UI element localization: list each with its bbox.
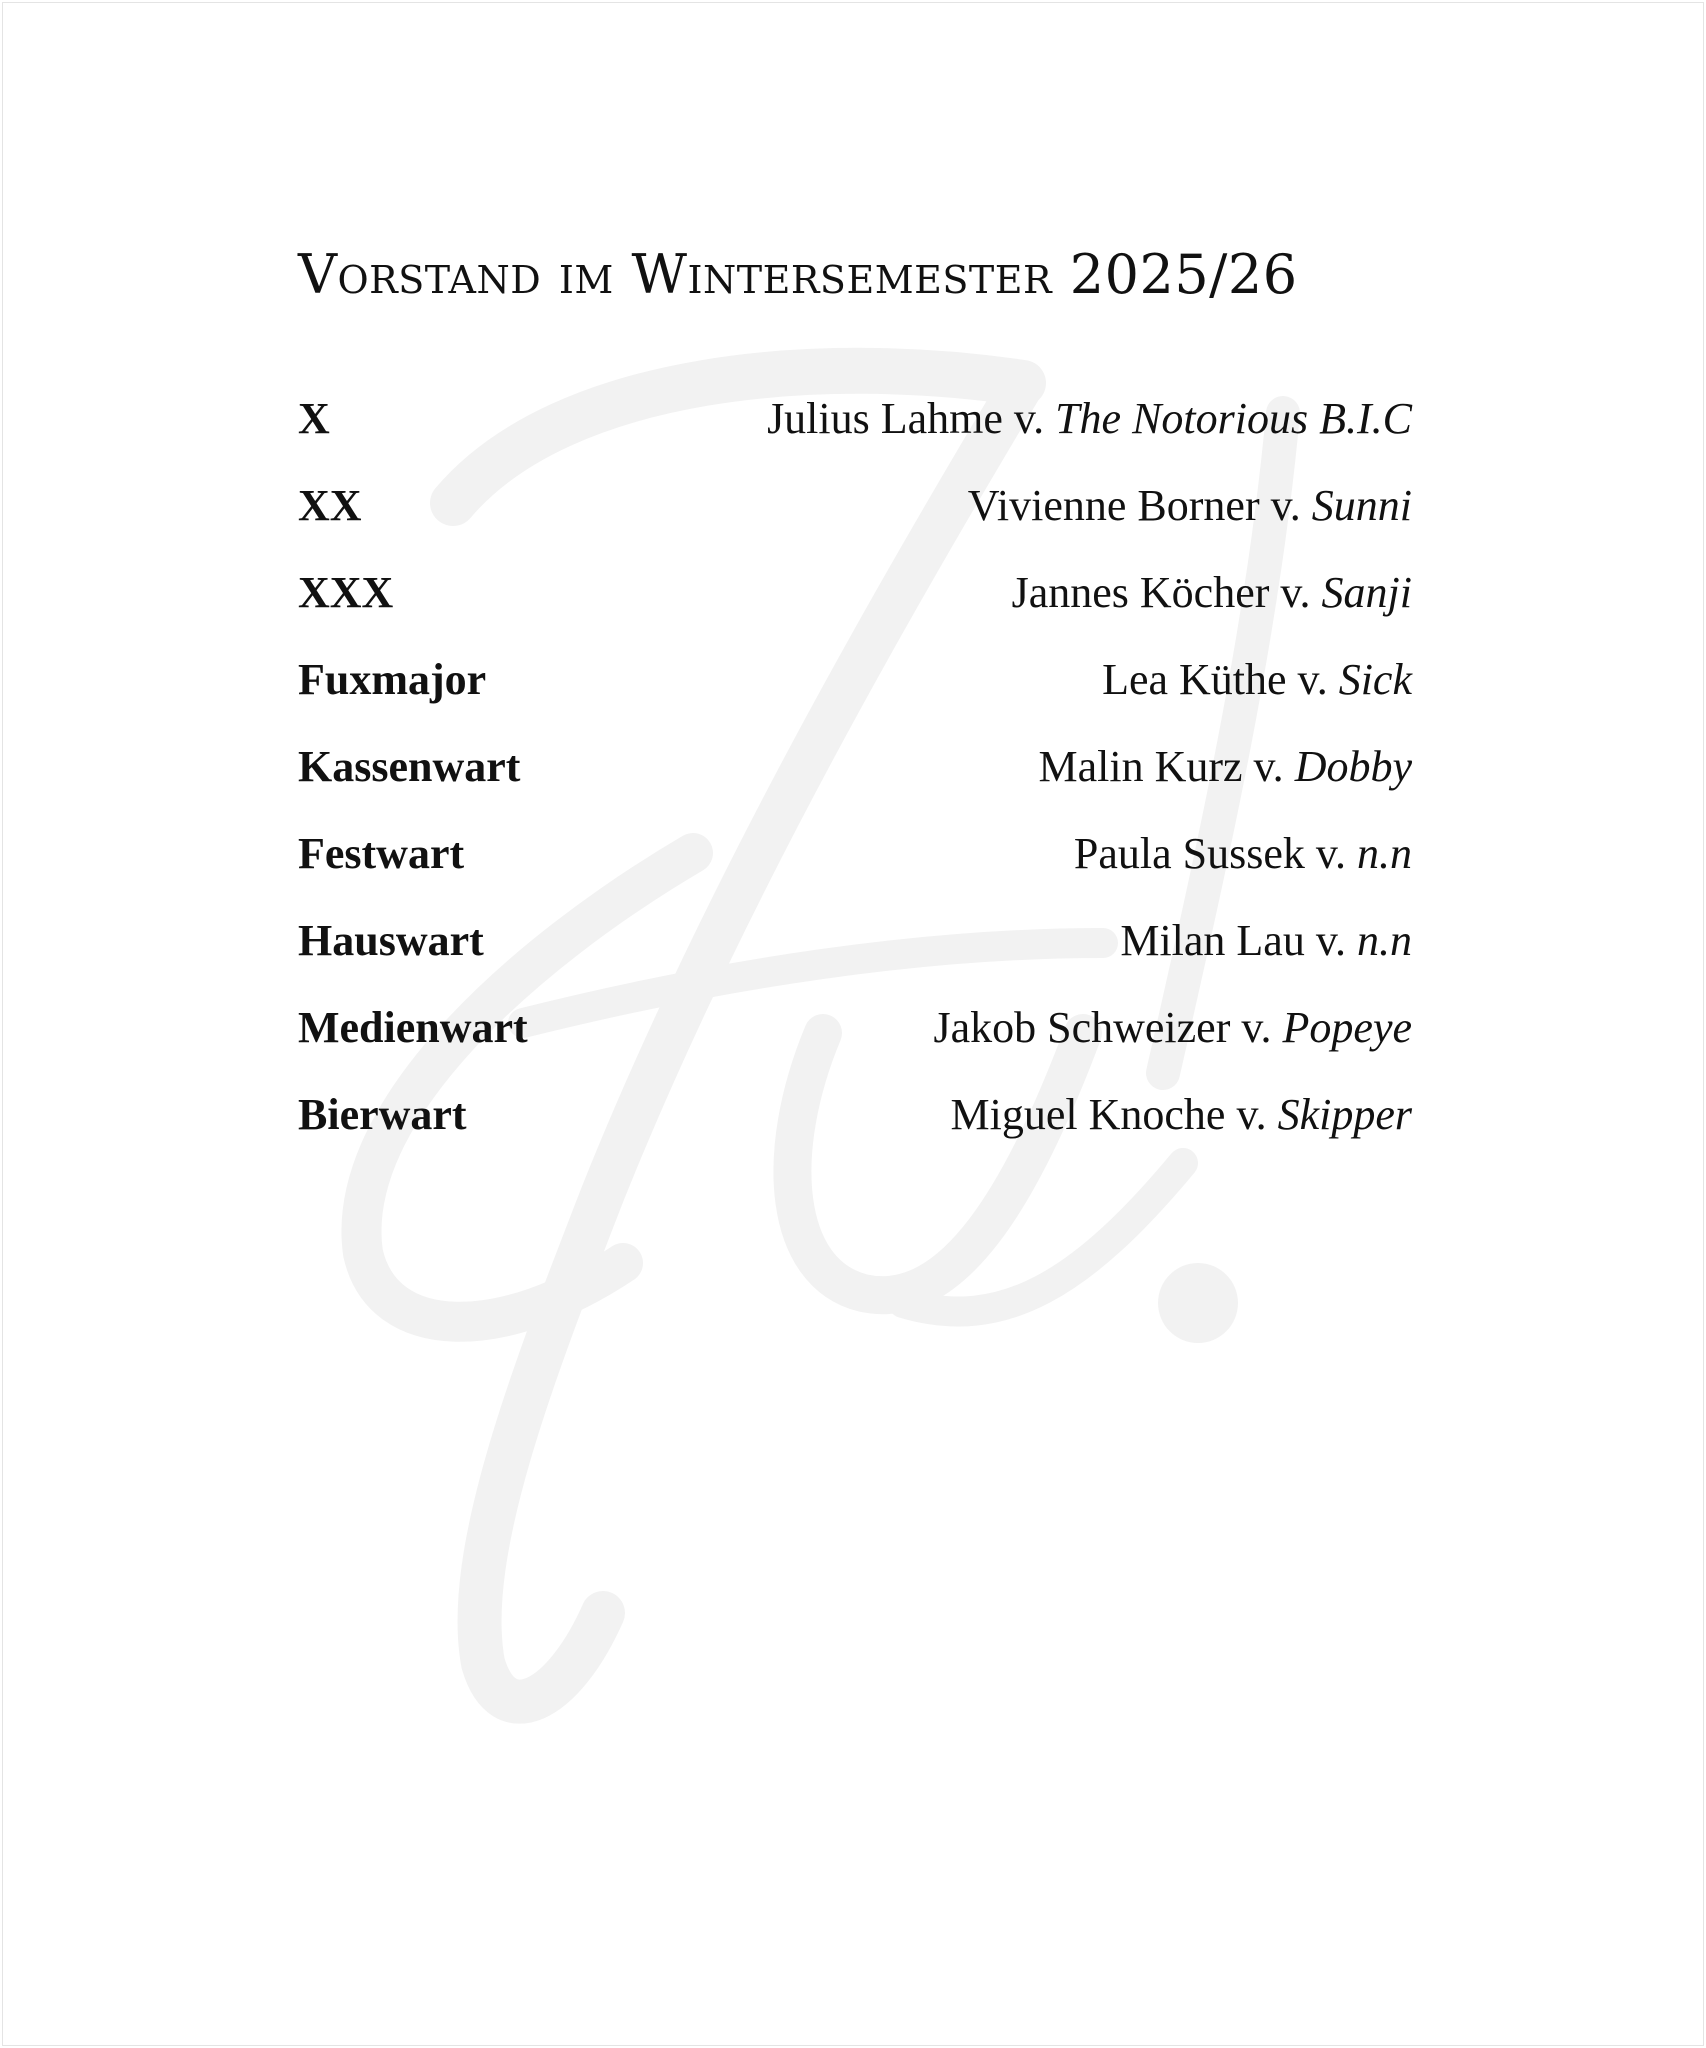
cerevis-name: Popeye <box>1282 1003 1412 1052</box>
member-name: Miguel Knoche v. Skipper <box>950 1090 1412 1139</box>
board-row <box>298 915 1412 1002</box>
office-label: Fuxmajor <box>298 655 487 704</box>
board-row <box>298 567 1412 654</box>
member-name: Milan Lau v. n.n <box>1120 916 1412 965</box>
office-label: Bierwart <box>298 1090 467 1139</box>
board-list <box>298 393 1412 1176</box>
cerevis-name: Sunni <box>1311 481 1412 530</box>
member-name: Malin Kurz v. Dobby <box>1038 742 1412 791</box>
cerevis-name: The Notorious B.I.C <box>1055 394 1412 443</box>
board-row <box>298 393 1412 480</box>
cerevis-name: Dobby <box>1294 742 1412 791</box>
board-row <box>298 1002 1412 1089</box>
office-label: Kassenwart <box>298 742 521 791</box>
member-name: Jakob Schweizer v. Popeye <box>933 1003 1412 1052</box>
member-name: Julius Lahme v. The Notorious B.I.C <box>767 394 1412 443</box>
member-name: Vivienne Borner v. Sunni <box>967 481 1412 530</box>
cerevis-name: Sick <box>1338 655 1412 704</box>
office-label: Festwart <box>298 829 465 878</box>
cerevis-name: n.n <box>1357 829 1412 878</box>
office-label: Medienwart <box>298 1003 528 1052</box>
member-name: Paula Sussek v. n.n <box>1073 829 1412 878</box>
board-row <box>298 1089 1412 1176</box>
cerevis-name: n.n <box>1357 916 1412 965</box>
office-label: Hauswart <box>298 916 484 965</box>
page-title: Vorstand im Wintersemester 2025/26 <box>298 243 1298 306</box>
member-name: Lea Küthe v. Sick <box>1102 655 1412 704</box>
member-name: Jannes Köcher v. Sanji <box>1011 568 1412 617</box>
cerevis-name: Sanji <box>1321 568 1412 617</box>
board-row <box>298 741 1412 828</box>
board-row <box>298 828 1412 915</box>
document-page <box>2 2 1704 2046</box>
cerevis-name: Skipper <box>1277 1090 1412 1139</box>
office-label: X <box>298 394 330 443</box>
office-label: XX <box>298 481 362 530</box>
office-label: XXX <box>298 568 394 617</box>
board-row <box>298 480 1412 567</box>
board-row <box>298 654 1412 741</box>
